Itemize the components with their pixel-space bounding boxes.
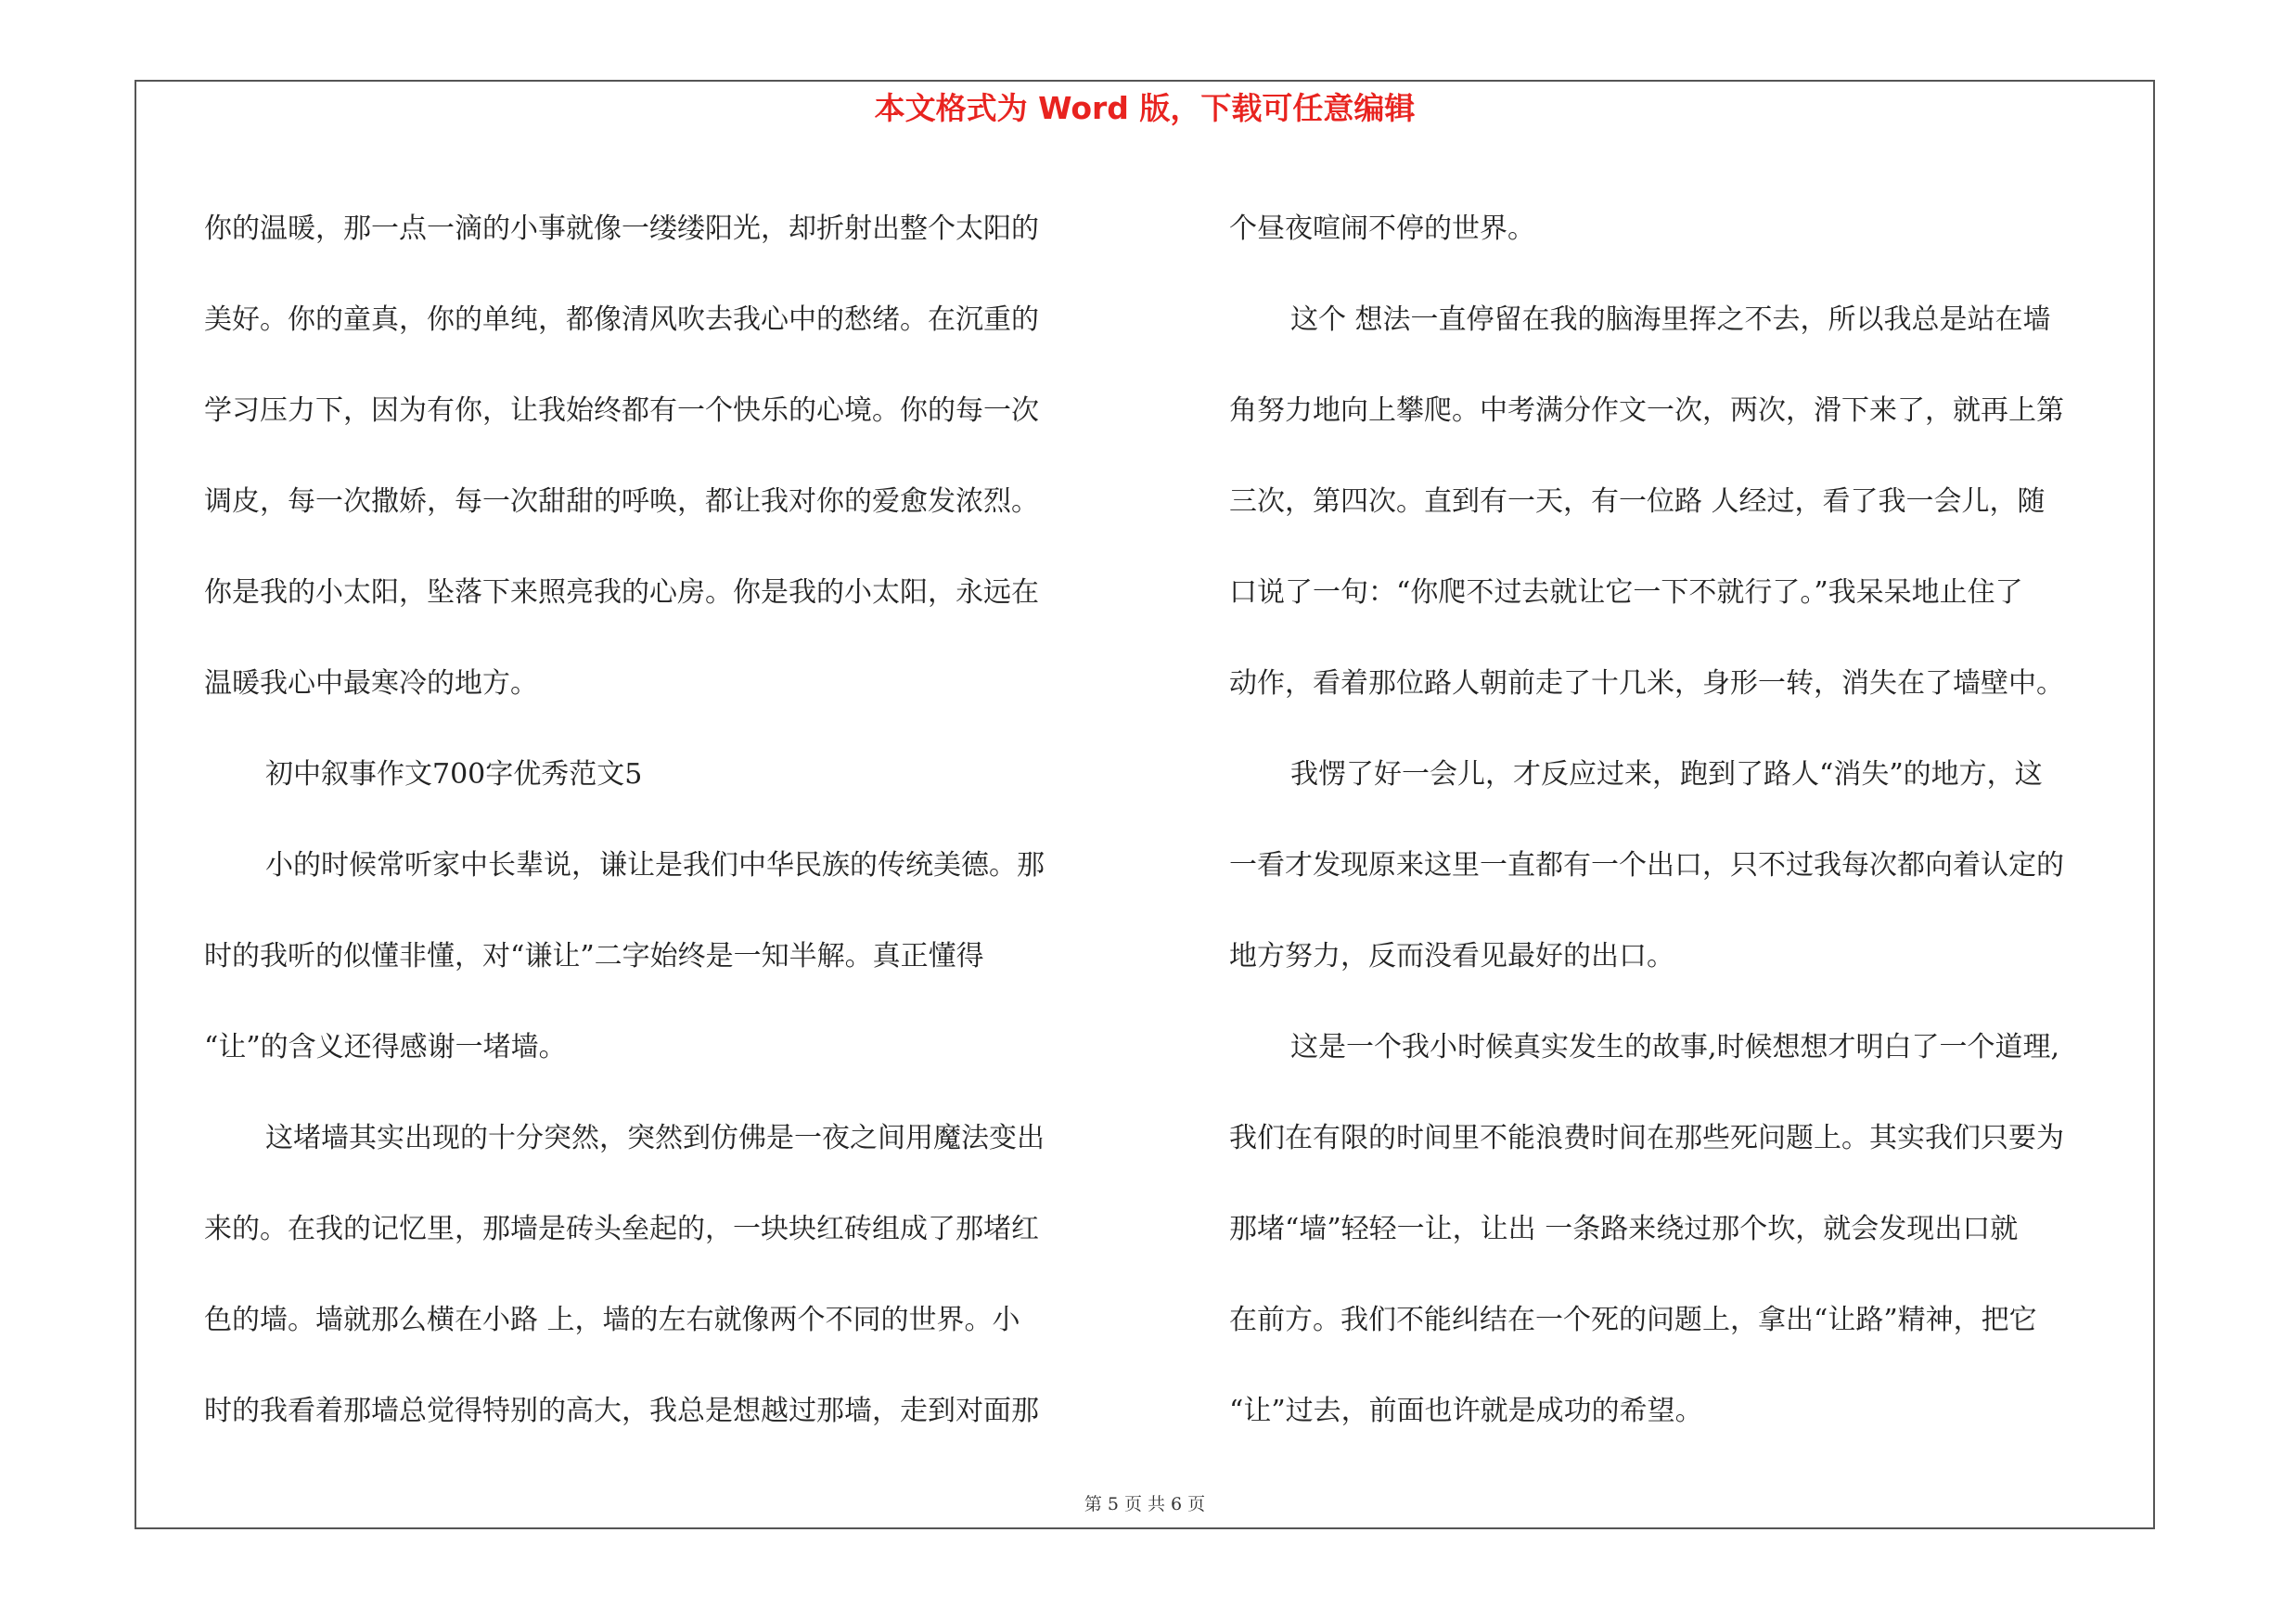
text-line: 动作，看着那位路人朝前走了十几米，身形一转，消失在了墙壁中。 (1229, 667, 2064, 700)
text-line: 这是一个我小时候真实发生的故事,时候想想才明白了一个道理, (1290, 1031, 2060, 1063)
text-line: 三次，第四次。直到有一天，有一位路 人经过，看了我一会儿，随 (1229, 485, 2046, 518)
right-column (1229, 184, 2157, 1457)
editable-notice-banner: 本文格式为 Word 版，下载可任意编辑 (874, 90, 1416, 126)
text-line: 你是我的小太阳，坠落下来照亮我的心房。你是我的小太阳，永远在 (204, 576, 1039, 609)
text-line: 色的墙。墙就那么横在小路 上，墙的左右就像两个不同的世界。小 (204, 1304, 1020, 1336)
text-line: 调皮，每一次撒娇，每一次甜甜的呼唤，都让我对你的爱愈发浓烈。 (204, 485, 1039, 518)
left-column (204, 184, 1132, 1457)
text-line: 一看才发现原来这里一直都有一个出口，只不过我每次都向着认定的 (1229, 849, 2064, 882)
text-line: 小的时候常听家中长辈说，谦让是我们中华民族的传统美德。那 (265, 849, 1045, 882)
text-line: 来的。在我的记忆里，那墙是砖头垒起的，一块块红砖组成了那堵红 (204, 1213, 1039, 1245)
text-line: 时的我看着那墙总觉得特别的高大，我总是想越过那墙，走到对面那 (204, 1395, 1039, 1427)
essay-heading: 初中叙事作文700字优秀范文5 (265, 758, 643, 791)
text-line: “让”的含义还得感谢一堵墙。 (204, 1031, 567, 1063)
page-number: 第 5 页 共 6 页 (1084, 1494, 1206, 1514)
text-line: 那堵“墙”轻轻一让，让出 一条路来绕过那个坎，就会发现出口就 (1229, 1213, 2019, 1245)
text-line: 温暖我心中最寒冷的地方。 (204, 667, 538, 700)
text-line: 时的我听的似懂非懂，对“谦让”二字始终是一知半解。真正懂得 (204, 940, 984, 973)
text-line: 个昼夜喧闹不停的世界。 (1229, 213, 1535, 245)
text-line: 美好。你的童真，你的单纯，都像清风吹去我心中的愁绪。在沉重的 (204, 303, 1039, 336)
text-line: 这个 想法一直停留在我的脑海里挥之不去，所以我总是站在墙 (1290, 303, 2051, 336)
text-line: 口说了一句：“你爬不过去就让它一下不就行了。”我呆呆地止住了 (1229, 576, 2023, 609)
text-line: 我们在有限的时间里不能浪费时间在那些死问题上。其实我们只要为 (1229, 1122, 2064, 1154)
text-line: 你的温暖，那一点一滴的小事就像一缕缕阳光，却折射出整个太阳的 (204, 213, 1039, 245)
text-line: 学习压力下，因为有你，让我始终都有一个快乐的心境。你的每一次 (204, 394, 1039, 427)
text-line: 这堵墙其实出现的十分突然，突然到仿佛是一夜之间用魔法变出 (265, 1122, 1045, 1154)
text-line: “让”过去，前面也许就是成功的希望。 (1229, 1395, 1703, 1427)
text-line: 角努力地向上攀爬。中考满分作文一次，两次，滑下来了，就再上第 (1229, 394, 2064, 427)
text-line: 在前方。我们不能纠结在一个死的问题上，拿出“让路”精神，把它 (1229, 1304, 2037, 1336)
text-line: 我愣了好一会儿，才反应过来，跑到了路人“消失”的地方，这 (1290, 758, 2043, 791)
text-line: 地方努力，反而没看见最好的出口。 (1229, 940, 1674, 973)
